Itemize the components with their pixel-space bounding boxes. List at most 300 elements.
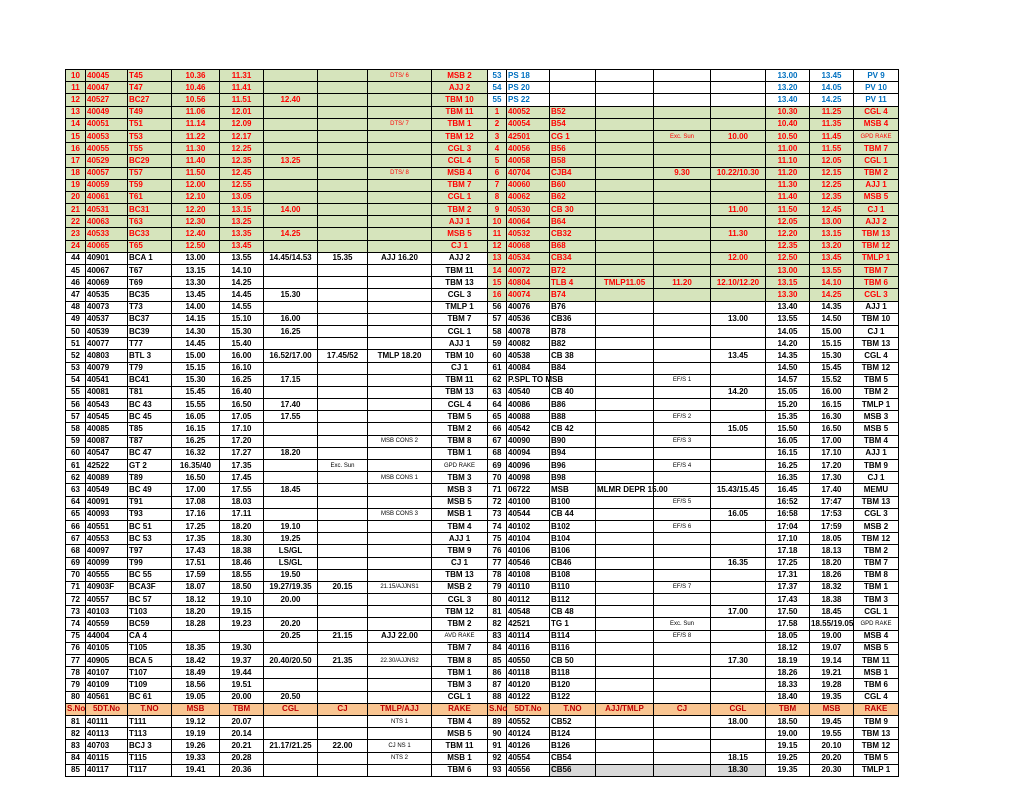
cell-cj-right xyxy=(654,752,711,764)
cell-sno: 50 xyxy=(66,325,86,337)
cell-sno: 23 xyxy=(66,228,86,240)
cell-cj-time xyxy=(318,191,368,203)
cell-5dt-no: 40105 xyxy=(86,642,128,654)
cell-msb-time: 18.28 xyxy=(172,618,220,630)
cell-cgl-time xyxy=(264,277,318,289)
cell-train-no: T85 xyxy=(128,423,172,435)
cell-cgl-right xyxy=(711,94,766,106)
cell-tbm-right: 17.18 xyxy=(766,545,810,557)
cell-5dt-no-right: 40072 xyxy=(507,265,550,277)
cell-rake: MSB 5 xyxy=(432,496,488,508)
cell-rake-right: TMLP 1 xyxy=(854,252,899,264)
cell-cj-right xyxy=(654,204,711,216)
table-row xyxy=(66,472,899,484)
table-row xyxy=(66,399,899,411)
cell-5dt-no: 40051 xyxy=(86,118,128,130)
cell-tbm-right: 18.40 xyxy=(766,691,810,703)
cell-cgl-right xyxy=(711,191,766,203)
cell-train-no: BC41 xyxy=(128,374,172,386)
cell-sno: 76 xyxy=(66,642,86,654)
cell-tbm-time: 18.50 xyxy=(220,581,264,593)
cell-tmlp-ajj: NTS 1 xyxy=(368,715,432,727)
cell-ajj-tmlp-right xyxy=(596,581,654,593)
cell-cj-time: 20.15 xyxy=(318,581,368,593)
cell-tbm-right: 10.40 xyxy=(766,118,810,130)
cell-rake: MSB 4 xyxy=(432,167,488,179)
cell-sno-right: 15 xyxy=(488,277,507,289)
cell-tmlp-ajj xyxy=(368,728,432,740)
cell-msb-right: 19.35 xyxy=(810,691,854,703)
cell-cgl-time: 13.25 xyxy=(264,155,318,167)
cell-msb-right: 14.25 xyxy=(810,94,854,106)
cell-tbm-time: 13.55 xyxy=(220,252,264,264)
cell-cj-right xyxy=(654,155,711,167)
cell-5dt-no-right: 40060 xyxy=(507,179,550,191)
cell-train-no: T77 xyxy=(128,338,172,350)
cell-msb-time: 19.41 xyxy=(172,764,220,776)
cell-5dt-no-right: 40114 xyxy=(507,630,550,642)
cell-msb-right: 12.35 xyxy=(810,191,854,203)
cell-rake-right: CGL 4 xyxy=(854,691,899,703)
table-row xyxy=(66,130,899,142)
cell-cj-right xyxy=(654,313,711,325)
cell-sno-right: 91 xyxy=(488,740,507,752)
cell-sno-right: 82 xyxy=(488,618,507,630)
cell-tbm-time: 17.45 xyxy=(220,472,264,484)
cell-cj-time xyxy=(318,423,368,435)
cell-cgl-right: 17.30 xyxy=(711,655,766,667)
cell-cgl-time xyxy=(264,191,318,203)
cell-tmlp-ajj: 22.30/AJJNS2 xyxy=(368,655,432,667)
cell-cj-right xyxy=(654,143,711,155)
cell-cgl-time xyxy=(264,301,318,313)
cell-cgl-right: 18.30 xyxy=(711,764,766,776)
cell-rake: TBM 7 xyxy=(432,313,488,325)
cell-rake-right: AJJ 1 xyxy=(854,301,899,313)
cell-sno-right: 58 xyxy=(488,325,507,337)
table-row xyxy=(66,386,899,398)
cell-5dt-no-right: 40536 xyxy=(507,313,550,325)
table-row xyxy=(66,728,899,740)
cell-ajj-tmlp-right xyxy=(596,606,654,618)
cell-cj-time xyxy=(318,569,368,581)
cell-sno: 16 xyxy=(66,143,86,155)
cell-train-no: T51 xyxy=(128,118,172,130)
cell-sno-right: 90 xyxy=(488,728,507,740)
table-row xyxy=(66,740,899,752)
cell-cgl-right xyxy=(711,472,766,484)
cell-train-no: BC 57 xyxy=(128,594,172,606)
cell-msb-right: 17:59 xyxy=(810,520,854,532)
cell-cj-time xyxy=(318,496,368,508)
cell-cj-time xyxy=(318,728,368,740)
cell-ajj-tmlp-right xyxy=(596,630,654,642)
header-tbm-right: TBM xyxy=(766,703,810,715)
cell-5dt-no-right: 40534 xyxy=(507,252,550,264)
cell-ajj-tmlp-right xyxy=(596,557,654,569)
cell-5dt-no: 40061 xyxy=(86,191,128,203)
train-schedule-table xyxy=(65,69,899,777)
cell-tbm-time: 15.30 xyxy=(220,325,264,337)
cell-sno: 80 xyxy=(66,691,86,703)
cell-5dt-no-right: 40122 xyxy=(507,691,550,703)
cell-sno: 17 xyxy=(66,155,86,167)
cell-tbm-right: 12.50 xyxy=(766,252,810,264)
cell-sno: 46 xyxy=(66,277,86,289)
cell-msb-right: 13.20 xyxy=(810,240,854,252)
cell-rake-right: TBM 12 xyxy=(854,740,899,752)
cell-cj-time xyxy=(318,764,368,776)
cell-tmlp-ajj xyxy=(368,289,432,301)
cell-tmlp-ajj xyxy=(368,594,432,606)
cell-cj-time xyxy=(318,228,368,240)
cell-cj-time xyxy=(318,411,368,423)
cell-train-no-right: CB34 xyxy=(550,252,596,264)
cell-sno: 71 xyxy=(66,581,86,593)
cell-cj-time xyxy=(318,594,368,606)
cell-msb-time: 12.50 xyxy=(172,240,220,252)
cell-msb-right: 15.15 xyxy=(810,338,854,350)
cell-sno-right: 70 xyxy=(488,472,507,484)
cell-rake-right: TBM 2 xyxy=(854,167,899,179)
cell-sno-right: 78 xyxy=(488,569,507,581)
cell-rake: MSB 2 xyxy=(432,581,488,593)
table-row xyxy=(66,630,899,642)
cell-ajj-tmlp-right: TMLP11.05 xyxy=(596,277,654,289)
cell-sno-right: 62 xyxy=(488,374,507,386)
cell-msb-right: 19.00 xyxy=(810,630,854,642)
table-row xyxy=(66,338,899,350)
cell-tmlp-ajj xyxy=(368,618,432,630)
cell-cj-right xyxy=(654,691,711,703)
cell-tbm-time: 17.10 xyxy=(220,423,264,435)
cell-tbm-right: 14.50 xyxy=(766,362,810,374)
cell-sno-right: 68 xyxy=(488,447,507,459)
cell-train-no-right: B102 xyxy=(550,520,596,532)
cell-msb-time: 15.30 xyxy=(172,374,220,386)
cell-cgl-right xyxy=(711,533,766,545)
cell-5dt-no: 40109 xyxy=(86,679,128,691)
cell-ajj-tmlp-right xyxy=(596,764,654,776)
cell-cj-right: EF/S 7 xyxy=(654,581,711,593)
cell-sno-right: 71 xyxy=(488,484,507,496)
cell-msb-time: 16.50 xyxy=(172,472,220,484)
cell-msb-right: 14.10 xyxy=(810,277,854,289)
cell-train-no-right: B68 xyxy=(550,240,596,252)
cell-cj-time xyxy=(318,618,368,630)
cell-cj-right xyxy=(654,728,711,740)
cell-rake-right: CJ 1 xyxy=(854,472,899,484)
cell-msb-right: 19.55 xyxy=(810,728,854,740)
cell-tbm-time: 11.31 xyxy=(220,70,264,82)
cell-msb-time: 16.35/40 xyxy=(172,460,220,472)
cell-5dt-no: 40531 xyxy=(86,204,128,216)
cell-cgl-time xyxy=(264,460,318,472)
cell-rake: CGL 3 xyxy=(432,594,488,606)
cell-train-no: T117 xyxy=(128,764,172,776)
cell-rake-right: TBM 3 xyxy=(854,594,899,606)
table-row xyxy=(66,362,899,374)
cell-5dt-no: 40049 xyxy=(86,106,128,118)
cell-train-no-right: CB 30 xyxy=(550,204,596,216)
cell-ajj-tmlp-right xyxy=(596,362,654,374)
cell-5dt-no: 40547 xyxy=(86,447,128,459)
table-row xyxy=(66,594,899,606)
cell-tbm-right: 12.05 xyxy=(766,216,810,228)
cell-5dt-no-right: 40540 xyxy=(507,386,550,398)
cell-train-no-right: B64 xyxy=(550,216,596,228)
cell-tmlp-ajj xyxy=(368,460,432,472)
cell-tbm-right: 18.33 xyxy=(766,679,810,691)
cell-tbm-right: 18.12 xyxy=(766,642,810,654)
cell-ajj-tmlp-right xyxy=(596,679,654,691)
cell-cj-right xyxy=(654,362,711,374)
cell-tmlp-ajj: 21.15/AJJNS1 xyxy=(368,581,432,593)
cell-cj-right xyxy=(654,545,711,557)
cell-cj-time xyxy=(318,338,368,350)
cell-tmlp-ajj: CJ NS 1 xyxy=(368,740,432,752)
cell-tmlp-ajj: AJJ 22.00 xyxy=(368,630,432,642)
cell-ajj-tmlp-right xyxy=(596,460,654,472)
cell-train-no: T67 xyxy=(128,265,172,277)
cell-train-no: T73 xyxy=(128,301,172,313)
cell-train-no: BCA 1 xyxy=(128,252,172,264)
cell-rake: AJJ 1 xyxy=(432,216,488,228)
cell-ajj-tmlp-right xyxy=(596,204,654,216)
table-row xyxy=(66,252,899,264)
cell-cj-right xyxy=(654,191,711,203)
cell-train-no-right: B88 xyxy=(550,411,596,423)
cell-msb-right: 18.45 xyxy=(810,606,854,618)
cell-sno: 22 xyxy=(66,216,86,228)
cell-5dt-no: 42522 xyxy=(86,460,128,472)
cell-5dt-no-right: 40124 xyxy=(507,728,550,740)
cell-cj-right xyxy=(654,764,711,776)
cell-tbm-time: 12.25 xyxy=(220,143,264,155)
cell-tmlp-ajj: NTS 2 xyxy=(368,752,432,764)
cell-5dt-no: 40079 xyxy=(86,362,128,374)
cell-ajj-tmlp-right xyxy=(596,715,654,727)
cell-cgl-right xyxy=(711,240,766,252)
cell-cgl-time: 16.52/17.00 xyxy=(264,350,318,362)
cell-tbm-right: 10.50 xyxy=(766,130,810,142)
cell-5dt-no: 40537 xyxy=(86,313,128,325)
table-row xyxy=(66,204,899,216)
cell-cj-time xyxy=(318,82,368,94)
cell-sno: 85 xyxy=(66,764,86,776)
cell-msb-time: 14.15 xyxy=(172,313,220,325)
cell-msb-time: 18.07 xyxy=(172,581,220,593)
cell-train-no-right: MSB xyxy=(550,484,596,496)
cell-tbm-right: 16.05 xyxy=(766,435,810,447)
cell-msb-time: 11.06 xyxy=(172,106,220,118)
cell-cj-right xyxy=(654,655,711,667)
cell-5dt-no-right: 40544 xyxy=(507,508,550,520)
cell-train-no: BC59 xyxy=(128,618,172,630)
cell-msb-right: 17.10 xyxy=(810,447,854,459)
cell-msb-right: 17.20 xyxy=(810,460,854,472)
cell-cgl-right: 13.45 xyxy=(711,350,766,362)
header-row xyxy=(66,703,899,715)
cell-rake-right: MEMU xyxy=(854,484,899,496)
table-row xyxy=(66,179,899,191)
cell-train-no-right: B74 xyxy=(550,289,596,301)
cell-sno-right: 65 xyxy=(488,411,507,423)
header-tmlp-ajj: TMLP/AJJ xyxy=(368,703,432,715)
cell-sno: 61 xyxy=(66,460,86,472)
cell-train-no: T63 xyxy=(128,216,172,228)
cell-sno-right: 88 xyxy=(488,691,507,703)
cell-cj-time xyxy=(318,204,368,216)
cell-sno: 18 xyxy=(66,167,86,179)
cell-5dt-no-right: 40530 xyxy=(507,204,550,216)
cell-msb-right: 11.25 xyxy=(810,106,854,118)
cell-msb-right: 16.30 xyxy=(810,411,854,423)
cell-sno-right: 84 xyxy=(488,642,507,654)
cell-sno: 83 xyxy=(66,740,86,752)
cell-rake: CGL 3 xyxy=(432,143,488,155)
cell-sno: 49 xyxy=(66,313,86,325)
cell-tbm-time: 14.55 xyxy=(220,301,264,313)
cell-cgl-time: 20.20 xyxy=(264,618,318,630)
cell-train-no: T47 xyxy=(128,82,172,94)
cell-cj-right xyxy=(654,740,711,752)
cell-msb-right: 15.00 xyxy=(810,325,854,337)
cell-ajj-tmlp-right xyxy=(596,496,654,508)
cell-tbm-time: 18.30 xyxy=(220,533,264,545)
header-cgl-right: CGL xyxy=(711,703,766,715)
cell-train-no: BC37 xyxy=(128,313,172,325)
cell-cj-time xyxy=(318,118,368,130)
cell-train-no-right xyxy=(550,70,596,82)
cell-sno: 73 xyxy=(66,606,86,618)
cell-cgl-time: 20.00 xyxy=(264,594,318,606)
cell-train-no-right: B62 xyxy=(550,191,596,203)
cell-sno-right: 9 xyxy=(488,204,507,216)
cell-cgl-right xyxy=(711,545,766,557)
cell-5dt-no-right: 40112 xyxy=(507,594,550,606)
cell-5dt-no: 40905 xyxy=(86,655,128,667)
cell-rake: TBM 3 xyxy=(432,472,488,484)
cell-rake: TBM 1 xyxy=(432,447,488,459)
cell-rake: TBM 1 xyxy=(432,667,488,679)
cell-sno: 70 xyxy=(66,569,86,581)
cell-msb-time: 19.12 xyxy=(172,715,220,727)
cell-cgl-right xyxy=(711,447,766,459)
table-row xyxy=(66,642,899,654)
cell-5dt-no-right: 40056 xyxy=(507,143,550,155)
cell-sno-right: 67 xyxy=(488,435,507,447)
cell-cj-time xyxy=(318,216,368,228)
cell-cj-time xyxy=(318,130,368,142)
cell-rake: TBM 13 xyxy=(432,569,488,581)
cell-msb-right: 20.10 xyxy=(810,740,854,752)
cell-cj-right xyxy=(654,94,711,106)
cell-tmlp-ajj xyxy=(368,94,432,106)
cell-tbm-time: 20.07 xyxy=(220,715,264,727)
cell-tbm-time xyxy=(220,630,264,642)
cell-sno: 14 xyxy=(66,118,86,130)
cell-train-no: BCA3F xyxy=(128,581,172,593)
table-row xyxy=(66,581,899,593)
cell-5dt-no-right: 40076 xyxy=(507,301,550,313)
cell-cgl-time xyxy=(264,143,318,155)
cell-msb-right: 13.45 xyxy=(810,70,854,82)
cell-cgl-right xyxy=(711,325,766,337)
cell-train-no-right: TG 1 xyxy=(550,618,596,630)
cell-msb-time: 17.59 xyxy=(172,569,220,581)
cell-train-no-right: B90 xyxy=(550,435,596,447)
cell-rake: TBM 11 xyxy=(432,106,488,118)
cell-cj-right xyxy=(654,715,711,727)
cell-msb-time: 13.00 xyxy=(172,252,220,264)
cell-sno: 56 xyxy=(66,399,86,411)
cell-train-no-right: B52 xyxy=(550,106,596,118)
cell-cgl-right: 12.10/12.20 xyxy=(711,277,766,289)
table-row xyxy=(66,496,899,508)
cell-5dt-no: 40903F xyxy=(86,581,128,593)
cell-cj-time xyxy=(318,642,368,654)
cell-msb-time: 16.25 xyxy=(172,435,220,447)
cell-train-no: BC 47 xyxy=(128,447,172,459)
cell-sno-right: 75 xyxy=(488,533,507,545)
cell-sno-right: 12 xyxy=(488,240,507,252)
cell-rake-right: TBM 7 xyxy=(854,265,899,277)
cell-sno: 74 xyxy=(66,618,86,630)
cell-rake-right: CGL 1 xyxy=(854,606,899,618)
cell-sno: 60 xyxy=(66,447,86,459)
cell-train-no-right: B108 xyxy=(550,569,596,581)
cell-rake-right: TBM 9 xyxy=(854,715,899,727)
cell-tmlp-ajj xyxy=(368,277,432,289)
cell-train-no: BC39 xyxy=(128,325,172,337)
cell-tbm-right: 11.20 xyxy=(766,167,810,179)
cell-msb-time: 12.40 xyxy=(172,228,220,240)
cell-ajj-tmlp-right xyxy=(596,325,654,337)
cell-5dt-no-right: 40084 xyxy=(507,362,550,374)
cell-cj-right: Exc. Sun xyxy=(654,618,711,630)
cell-cgl-right xyxy=(711,82,766,94)
cell-msb-time: 12.20 xyxy=(172,204,220,216)
cell-msb-right: 11.45 xyxy=(810,130,854,142)
cell-rake-right: PV 10 xyxy=(854,82,899,94)
cell-train-no: T45 xyxy=(128,70,172,82)
cell-cgl-time: LS/GL xyxy=(264,545,318,557)
cell-ajj-tmlp-right xyxy=(596,533,654,545)
cell-msb-time: 18.35 xyxy=(172,642,220,654)
cell-cgl-right xyxy=(711,728,766,740)
cell-msb-time xyxy=(172,630,220,642)
header-sno-right: S.No xyxy=(488,703,507,715)
cell-train-no-right: B96 xyxy=(550,460,596,472)
cell-tbm-right: 16.15 xyxy=(766,447,810,459)
cell-cj-time xyxy=(318,679,368,691)
cell-cgl-right xyxy=(711,289,766,301)
cell-5dt-no: 40553 xyxy=(86,533,128,545)
cell-5dt-no-right: 40108 xyxy=(507,569,550,581)
cell-tbm-time: 20.00 xyxy=(220,691,264,703)
cell-5dt-no-right: PS 22 xyxy=(507,94,550,106)
cell-cgl-time: 18.45 xyxy=(264,484,318,496)
header-rake-right: RAKE xyxy=(854,703,899,715)
cell-cj-right xyxy=(654,594,711,606)
cell-5dt-no: 40067 xyxy=(86,265,128,277)
cell-5dt-no-right: 40116 xyxy=(507,642,550,654)
cell-tbm-right: 13.40 xyxy=(766,301,810,313)
cell-5dt-no-right: 40532 xyxy=(507,228,550,240)
cell-cgl-right: 18.15 xyxy=(711,752,766,764)
cell-rake: TBM 4 xyxy=(432,715,488,727)
